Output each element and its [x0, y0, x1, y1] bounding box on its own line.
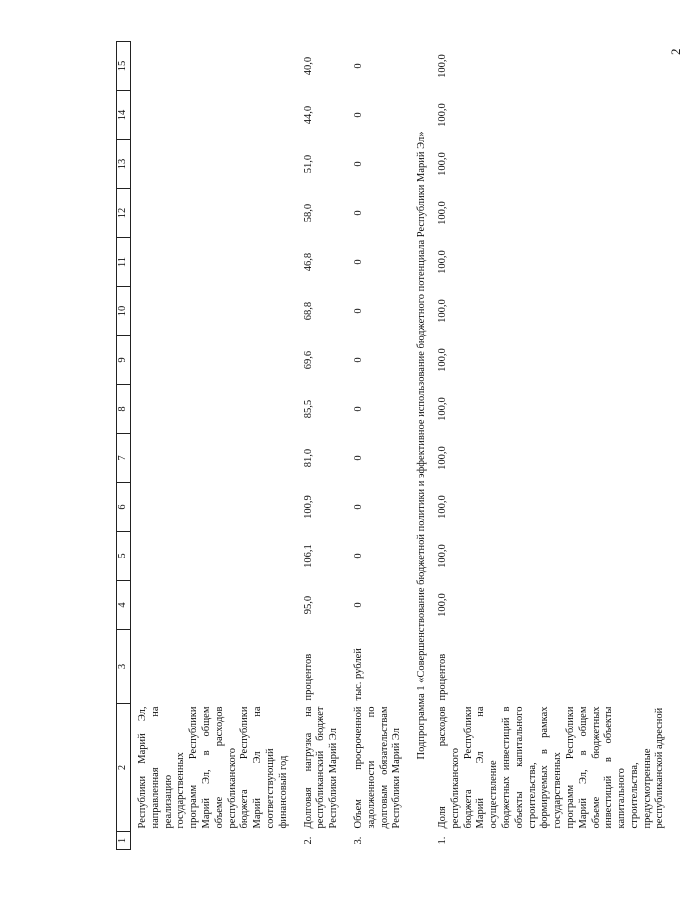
value-cell: 81,0: [302, 448, 314, 468]
value-cell: 0: [352, 504, 364, 510]
value-cell: 46,8: [302, 252, 314, 272]
value-cell: 100,0: [436, 348, 448, 372]
unit: тыс. рублей: [352, 648, 364, 701]
indicator-name: Доля расходов республиканского бюджета Республики Марий Эл на осуществление бюджетных инвестиций в объекты капитального строительства, формируемых в рамках государственных программ Республики Марий Эл, в общем объеме бюджетных инвестиций в объекты капитального строительства, предусмотренные республиканской адресной: [436, 706, 666, 829]
column-header: 12: [117, 189, 131, 238]
value-cell: 100,0: [436, 544, 448, 568]
value-cell: [131, 287, 301, 336]
value-cell: 100,0: [436, 201, 448, 225]
value-cell: [131, 336, 301, 385]
value-cell: 100,0: [436, 593, 448, 617]
value-cell: 68,8: [302, 301, 314, 321]
table-row: [351, 42, 414, 850]
indicator-name: Объем просроченной задолженности по долговым обязательствам Республики Марий Эл: [352, 706, 403, 829]
page-number: 2: [668, 48, 683, 55]
value-cell: 0: [352, 455, 364, 461]
value-cell: 0: [352, 602, 364, 608]
value-cell: [131, 91, 301, 140]
value-cell: 0: [352, 357, 364, 363]
value-cell: [131, 42, 301, 91]
value-cell: 100,0: [436, 250, 448, 274]
value-cell: 100,9: [302, 495, 314, 519]
value-cell: [131, 581, 301, 630]
indicator-name: Республики Марий Эл, направленная на реализацию государственных программ Республики Марий Эл, в общем объеме расходов республиканского бюджета Республики Марий Эл на соответствующий финансовый год: [137, 706, 289, 829]
value-cell: 40,0: [302, 56, 314, 76]
value-cell: 106,1: [302, 544, 314, 568]
value-cell: 100,0: [436, 54, 448, 78]
column-header: 5: [117, 532, 131, 581]
unit: [131, 630, 301, 704]
value-cell: 0: [352, 553, 364, 559]
value-cell: [131, 483, 301, 532]
value-cell: [131, 532, 301, 581]
value-cell: [131, 189, 301, 238]
value-cell: 0: [352, 63, 364, 69]
value-cell: 44,0: [302, 105, 314, 125]
column-header: 6: [117, 483, 131, 532]
value-cell: 100,0: [436, 397, 448, 421]
column-header: 3: [117, 630, 131, 704]
indicator-name: Долговая нагрузка на республиканский бюджет Республики Марий Эл: [302, 706, 340, 829]
column-header: 8: [117, 385, 131, 434]
value-cell: 0: [352, 406, 364, 412]
unit: процентов: [302, 653, 314, 701]
value-cell: 0: [352, 259, 364, 265]
column-header: 11: [117, 238, 131, 287]
indicators-table: [116, 41, 667, 850]
row-number: 3.: [352, 836, 364, 845]
table-row: [131, 42, 301, 850]
value-cell: 100,0: [436, 103, 448, 127]
value-cell: [131, 238, 301, 287]
unit: процентов: [436, 653, 448, 701]
column-header: 7: [117, 434, 131, 483]
column-header: 13: [117, 140, 131, 189]
value-cell: 51,0: [302, 154, 314, 174]
value-cell: 85,5: [302, 399, 314, 419]
column-header: 4: [117, 581, 131, 630]
value-cell: [131, 385, 301, 434]
value-cell: 58,0: [302, 203, 314, 223]
column-header: 9: [117, 336, 131, 385]
value-cell: 100,0: [436, 299, 448, 323]
column-header: 15: [117, 42, 131, 91]
value-cell: 100,0: [436, 446, 448, 470]
row-number: 1.: [436, 836, 448, 845]
column-header: 14: [117, 91, 131, 140]
value-cell: 0: [352, 308, 364, 314]
table-row: [435, 42, 667, 850]
value-cell: 0: [352, 112, 364, 118]
value-cell: 95,0: [302, 595, 314, 615]
subprogram-title: Подпрограмма 1 «Совершенствование бюджетной политики и эффективное использование бюджетного потенциала Республики Марий Эл»: [416, 131, 428, 760]
column-header: 10: [117, 287, 131, 336]
value-cell: 0: [352, 210, 364, 216]
value-cell: 100,0: [436, 495, 448, 519]
value-cell: 100,0: [436, 152, 448, 176]
row-number: 2.: [302, 836, 314, 845]
value-cell: 69,6: [302, 350, 314, 370]
column-header: 1: [117, 832, 131, 850]
subprogram-row: [414, 42, 435, 850]
value-cell: 0: [352, 161, 364, 167]
value-cell: [131, 140, 301, 189]
value-cell: [131, 434, 301, 483]
column-header: 2: [117, 704, 131, 832]
table-row: [301, 42, 351, 850]
row-number: [131, 832, 301, 850]
column-number-row: [117, 42, 131, 850]
